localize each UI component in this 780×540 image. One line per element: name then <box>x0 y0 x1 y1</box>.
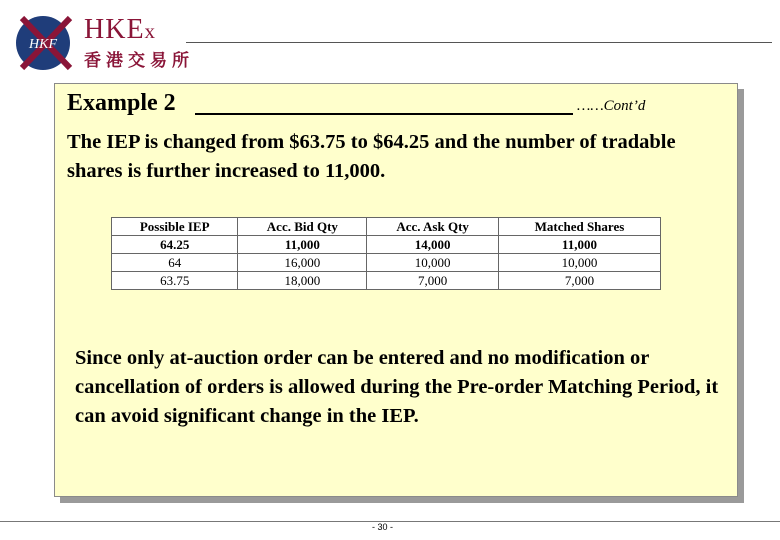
example-card <box>54 83 738 497</box>
continued-label: ……Cont’d <box>577 98 646 114</box>
hkex-logo <box>14 12 76 74</box>
cell-possible-iep: 64 <box>112 254 238 272</box>
cell-acc-ask-qty: 14,000 <box>367 236 499 254</box>
cell-matched-shares: 11,000 <box>498 236 660 254</box>
header-acc-ask-qty: Acc. Ask Qty <box>367 218 499 236</box>
hkex-logo-mark <box>14 12 76 74</box>
card-title-row <box>67 90 667 118</box>
cell-acc-bid-qty: 18,000 <box>238 272 367 290</box>
title-underline <box>195 113 573 115</box>
header-possible-iep: Possible IEP <box>112 218 238 236</box>
header-acc-bid-qty: Acc. Bid Qty <box>238 218 367 236</box>
page-number: - 30 - <box>372 522 394 532</box>
brand-name <box>84 14 156 46</box>
table-row <box>112 254 661 272</box>
header-matched-shares: Matched Shares <box>498 218 660 236</box>
conclusion-paragraph: Since only at-auction order can be entered and no modification or cancellation of orders is allowed during the Pre-order Matching Period, it can avoid significant change in the IEP. <box>75 347 719 427</box>
intro-paragraph: The IEP is changed from $63.75 to $64.25 and the number of tradable shares is further increased to 11,000. <box>67 131 676 182</box>
brand-chinese: 香港交易所 <box>84 51 194 71</box>
logo-badge-text: HKF <box>29 37 57 52</box>
table-row <box>112 272 661 290</box>
cell-matched-shares: 10,000 <box>498 254 660 272</box>
cell-matched-shares: 7,000 <box>498 272 660 290</box>
table-row <box>112 236 661 254</box>
header-divider <box>186 42 772 43</box>
table-header-row <box>112 218 661 236</box>
cell-possible-iep: 64.25 <box>112 236 238 254</box>
cell-acc-bid-qty: 11,000 <box>238 236 367 254</box>
iep-table <box>111 217 661 290</box>
card-title: Example 2 <box>67 90 176 116</box>
cell-possible-iep: 63.75 <box>112 272 238 290</box>
cell-acc-bid-qty: 16,000 <box>238 254 367 272</box>
cell-acc-ask-qty: 7,000 <box>367 272 499 290</box>
cell-acc-ask-qty: 10,000 <box>367 254 499 272</box>
brand-main: HKE <box>84 14 145 45</box>
brand-suffix: x <box>144 19 157 43</box>
